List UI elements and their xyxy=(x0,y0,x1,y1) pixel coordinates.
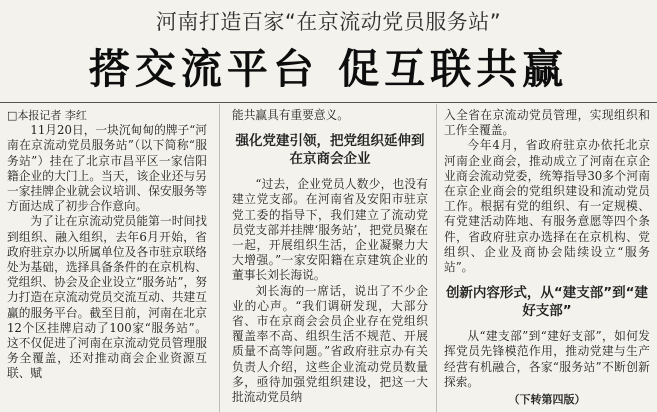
paragraph: 11月20日，一块沉甸甸的牌子“河南在京流动党员服务站”（以下简称“服务站”）挂在了北京市昌平区一家信阳籍企业的大门上。当天，该企业还与另一家挂牌企业就会议培训、保安服务等方面达成了初步合作意向。 xyxy=(7,123,207,214)
paragraph: 今年4月，省政府驻京办依托北京河南企业商会，推动成立了河南在京企业商会流动党委，统筹指导30多个河南在京企业商会的党组织建设和流动党员工作。根据有党的组织、有一定规模、有党建活动阵地、有服务意愿等四个条件，省政府驻京办选择在在京机构、党组织、企业及商协会陆续设立“服务站”。 xyxy=(444,138,650,275)
column-divider xyxy=(219,104,220,412)
paragraph: 能共赢具有重要意义。 xyxy=(232,108,349,122)
section-subhead: 创新内容形式，从“建支部”到“建好支部” xyxy=(445,285,649,320)
paragraph: “过去，企业党员人数少，也没有建立党支部。在河南省及安阳市驻京党工委的指导下，我们建立了流动党员党支部并挂牌‘服务站’，把党员聚在一起，开展组织生活，企业凝聚力大大增强。”一家安阳籍在京建筑企业的董事长刘长海说。 xyxy=(232,177,428,283)
continued-note: （下转第四版） xyxy=(508,393,586,407)
paragraph: 从“建支部”到“建好支部”，如何发挥党员先锋模范作用，推动党建与生产经营有机融合，各家“服务站”不断创新探索。 xyxy=(444,329,650,389)
article-column-3 xyxy=(444,108,650,407)
header-rule xyxy=(0,102,657,103)
kicker-headline: 河南打造百家“在京流动党员服务站” xyxy=(155,10,502,34)
column-divider xyxy=(436,104,437,412)
section-subhead: 强化党建引领，把党组织延伸到在京商会企业 xyxy=(235,133,425,168)
article-column-1 xyxy=(7,108,207,382)
byline: □本报记者 李红 xyxy=(7,109,87,122)
paragraph: 为了让在京流动党员能第一时间找到组织、融入组织，去年6月开始，省政府驻京办以所属单位及各市驻京联络处为基础，选择具备条件的在京机构、党组织、协会及企业设立“服务站”，努力打造在京流动党员交流互动、共建互赢的服务平台。截至目前，河南在北京12个区挂牌启动了100家“服务站”。这不仅促进了河南在京流动党员管理服务全覆盖，还对推动商会企业资源互联、赋 xyxy=(7,214,207,381)
paragraph: 入全省在京流动党员管理，实现组织和工作全覆盖。 xyxy=(444,108,650,138)
main-headline: 搭交流平台 促互联共赢 xyxy=(88,45,569,93)
paragraph: 刘长海的一席话，说出了不少企业的心声。“我们调研发现，大部分省、市在京商会会员企业存在党组织覆盖率不高、组织生活不规范、开展质量不高等问题。”省政府驻京办有关负责人介绍，这些企业流动党员数量多，亟待加强党组织建设，把这一大批流动党员纳 xyxy=(232,283,428,405)
article-column-2 xyxy=(232,108,428,405)
